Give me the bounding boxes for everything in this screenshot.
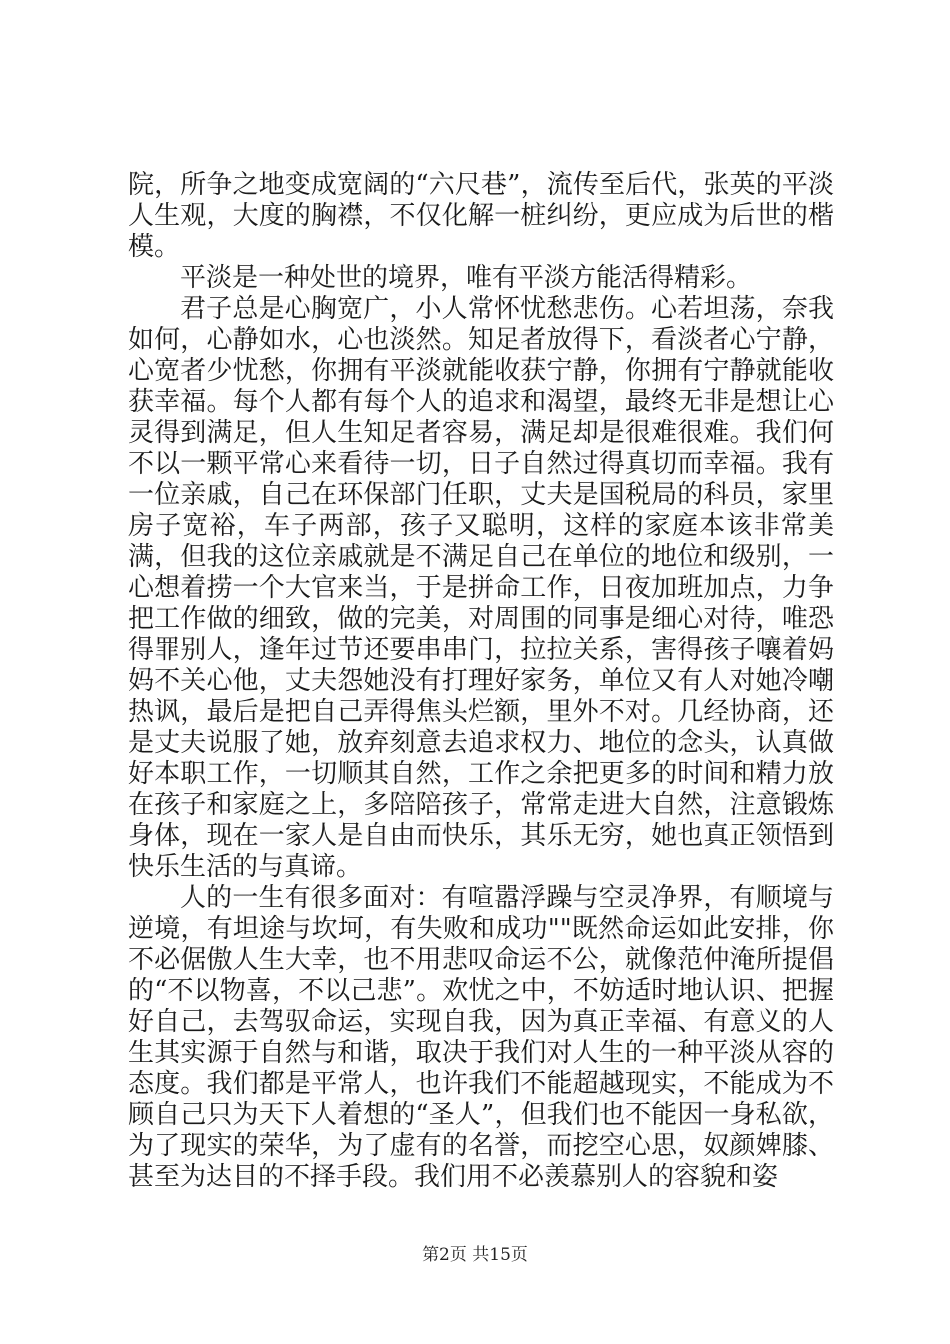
page-footer: 第2页 共15页: [422, 1245, 528, 1265]
paragraph-3: 君子总是心胸宽广，小人常怀忧愁悲伤。心若坦荡，奈我如何，心静如水，心也淡然。知足者放得下，看淡者心宁静，心宽者少忧愁，你拥有平淡就能收获宁静，你拥有宁静就能收获幸福。每个人都有每个人的追求和渴望，最终无非是想让心灵得到满足，但人生知足者容易，满足却是很难很难。我们何不以一颗平常心来看待一切，日子自然过得真切而幸福。我有一位亲戚，自己在环保部门任职，丈夫是国税局的科员，家里房子宽裕，车子两部，孩子又聪明，这样的家庭本该非常美满，但我的这位亲戚就是不满足自己在单位的地位和级别，一心想着捞一个大官来当，于是拼命工作，日夜加班加点，力争把工作做的细致，做的完美，对周围的同事是细心对待，唯恐得罪别人，逢年过节还要串串门，拉拉关系，害得孩子嚷着妈妈不关心他，丈夫怨她没有打理好家务，单位又有人对她冷嘲热讽，最后是把自己弄得焦头烂额，里外不对。几经协商，还是丈夫说服了她，放弃刻意去追求权力、地位的念头，认真做好本职工作，一切顺其自然，工作之余把更多的时间和精力放在孩子和家庭之上，多陪陪孩子，常常走进大自然，注意锻炼身体，现在一家人是自由而快乐，其乐无穷，她也真正领悟到快乐生活的与真谛。: [128, 294, 834, 882]
paragraph-4: 人的一生有很多面对：有喧嚣浮躁与空灵净界，有顺境与逆境，有坦途与坎坷，有失败和成功""既然命运如此安排，你不必倨傲人生大幸，也不用悲叹命运不公，就像范仲淹所提倡的“不以物喜，不以己悲”。欢忧之中，不妨适时地认识、把握好自己，去驾驭命运，实现自我，因为真正幸福、有意义的人生其实源于自然与和谐，取决于我们对人生的一种平淡从容的态度。我们都是平常人，也许我们不能超越现实，不能成为不顾自己只为天下人着想的“圣人”，但我们也不能因一身私欲，为了现实的荣华，为了虚有的名誉，而挖空心思，奴颜婢膝、甚至为达目的不择手段。我们用不必羡慕别人的容貌和姿: [128, 883, 834, 1192]
paragraph-2: 平淡是一种处世的境界，唯有平淡方能活得精彩。: [180, 263, 753, 293]
document-body: [128, 170, 834, 1193]
paragraph-1: 院，所争之地变成宽阔的“六尺巷”，流传至后代，张英的平淡人生观，大度的胸襟，不仅化解一桩纠纷，更应成为后世的楷模。: [128, 170, 834, 262]
